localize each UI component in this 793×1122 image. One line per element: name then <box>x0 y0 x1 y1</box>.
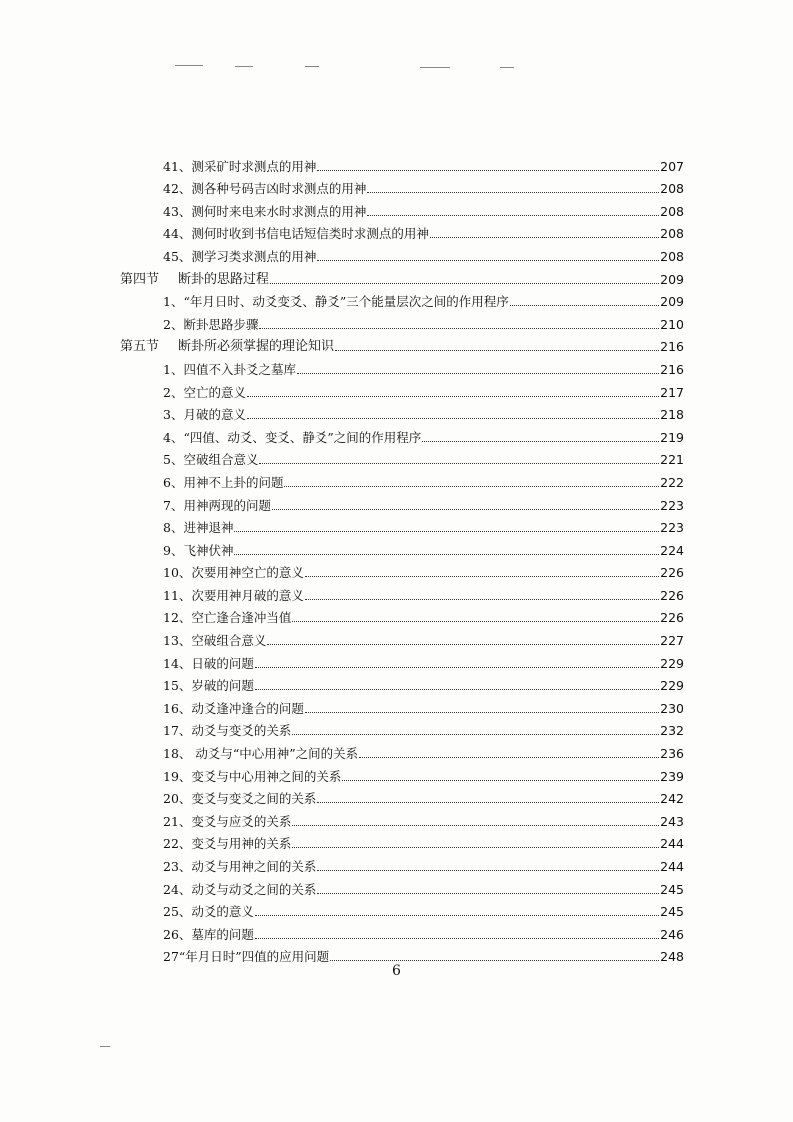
toc-entry-row[interactable] <box>120 920 684 943</box>
scan-artifact <box>100 1046 110 1047</box>
page-reference: 226 <box>660 587 684 603</box>
page-reference: 229 <box>660 678 684 694</box>
dot-leader <box>292 847 659 848</box>
entry-title: 7、用神两现的问题 <box>163 497 271 513</box>
toc-entry-row[interactable] <box>120 423 684 446</box>
entry-title: 22、变爻与用神的关系 <box>163 836 292 852</box>
toc-entry-row[interactable] <box>120 288 684 311</box>
dot-leader <box>367 192 659 193</box>
page-reference: 219 <box>660 429 684 445</box>
toc-entry-row[interactable] <box>120 830 684 853</box>
dot-leader <box>267 644 659 645</box>
scan-artifact <box>235 66 253 67</box>
section-title: 断卦的思路过程 <box>178 271 270 287</box>
dot-leader <box>342 780 659 781</box>
toc-entry-row[interactable] <box>120 943 684 966</box>
entry-title: 14、日破的问题 <box>163 655 254 671</box>
toc-entry-row[interactable] <box>120 852 684 875</box>
dot-leader <box>317 893 659 894</box>
dot-leader <box>335 350 659 351</box>
dot-leader <box>359 757 659 758</box>
dot-leader <box>255 689 659 690</box>
page-reference: 208 <box>660 248 684 264</box>
section-number: 第五节 <box>120 339 160 355</box>
dot-leader <box>430 237 659 238</box>
page-number: 6 <box>392 963 401 979</box>
entry-title: 43、测何时来电来水时求测点的用神 <box>163 203 367 219</box>
dot-leader <box>305 576 659 577</box>
dot-leader <box>317 870 659 871</box>
dot-leader <box>317 802 659 803</box>
page-reference: 209 <box>660 271 684 287</box>
page-reference: 244 <box>660 859 684 874</box>
toc-entry-row[interactable] <box>120 175 684 198</box>
entry-title: 41、测采矿时求测点的用神 <box>163 158 317 174</box>
toc-entry-row[interactable] <box>120 197 684 220</box>
entry-title: 4、“四值、动爻、变爻、静爻”之间的作用程序 <box>163 429 422 445</box>
entry-title: 5、空破组合意义 <box>163 452 259 468</box>
entry-title: 21、变爻与应爻的关系 <box>163 813 292 829</box>
toc-entry-row[interactable] <box>120 717 684 740</box>
dot-leader <box>284 486 659 487</box>
toc-entry-row[interactable] <box>120 739 684 762</box>
toc-entry-row[interactable] <box>120 604 684 627</box>
page-reference: 207 <box>660 158 684 174</box>
entry-title: 1、“年月日时、动爻变爻、静爻”三个能量层次之间的作用程序 <box>163 294 509 310</box>
entry-title: 23、动爻与用神之间的关系 <box>163 859 317 874</box>
toc-entry-row[interactable] <box>120 468 684 491</box>
page-reference: 216 <box>660 339 684 355</box>
dot-leader <box>259 328 659 329</box>
toc-entry-row[interactable] <box>120 626 684 649</box>
page-reference: 221 <box>660 452 684 468</box>
toc-entry-row[interactable] <box>120 242 684 265</box>
toc-entry-row[interactable] <box>120 581 684 604</box>
page-reference: 226 <box>660 610 684 626</box>
dot-leader <box>292 621 659 622</box>
entry-title: 10、次要用神空亡的意义 <box>163 565 304 581</box>
page-reference: 229 <box>660 655 684 671</box>
entry-title: 3、月破的意义 <box>163 407 246 423</box>
entry-title: 26、墓库的问题 <box>163 926 254 942</box>
page-reference: 223 <box>660 520 684 536</box>
page-reference: 218 <box>660 407 684 423</box>
page-reference: 208 <box>660 203 684 219</box>
dot-leader <box>317 170 659 171</box>
page-reference: 217 <box>660 384 684 400</box>
dot-leader <box>255 667 659 668</box>
dot-leader <box>234 554 659 555</box>
toc-entry-row[interactable] <box>120 559 684 582</box>
page-reference: 208 <box>660 226 684 242</box>
entry-title: 42、测各种号码吉凶时求测点的用神 <box>163 181 367 197</box>
page-reference: 223 <box>660 497 684 513</box>
dot-leader <box>247 396 659 397</box>
toc-entry-row[interactable] <box>120 446 684 469</box>
toc-entry-row[interactable] <box>120 649 684 672</box>
dot-leader <box>305 599 659 600</box>
page-reference: 245 <box>660 904 684 920</box>
entry-title: 27“年月日时”四值的应用问题 <box>163 949 330 965</box>
scan-artifact <box>305 66 319 67</box>
dot-leader <box>330 960 659 961</box>
toc-entry-row[interactable] <box>120 491 684 514</box>
table-of-contents <box>120 152 684 965</box>
scan-artifact <box>175 65 203 66</box>
toc-entry-row[interactable] <box>120 762 684 785</box>
entry-title: 25、动爻的意义 <box>163 904 254 920</box>
dot-leader <box>292 825 659 826</box>
page-reference: 226 <box>660 565 684 581</box>
entry-title: 17、动爻与变爻的关系 <box>163 723 292 739</box>
dot-leader <box>255 938 659 939</box>
page-reference: 245 <box>660 881 684 897</box>
page-reference: 230 <box>660 700 684 716</box>
section-number: 第四节 <box>120 271 160 287</box>
toc-entry-row[interactable] <box>120 694 684 717</box>
toc-section-row[interactable] <box>120 265 684 288</box>
dot-leader <box>247 418 659 419</box>
dot-leader <box>367 215 659 216</box>
page-reference: 232 <box>660 723 684 739</box>
dot-leader <box>317 260 659 261</box>
entry-title: 44、测何时收到书信电话短信类时求测点的用神 <box>163 226 429 242</box>
toc-entry-row[interactable] <box>120 514 684 537</box>
page-reference: 227 <box>660 633 684 649</box>
toc-entry-row[interactable] <box>120 310 684 333</box>
page-reference: 224 <box>660 542 684 558</box>
entry-title: 19、变爻与中心用神之间的关系 <box>163 768 342 784</box>
toc-entry-row[interactable] <box>120 536 684 559</box>
page-reference: 216 <box>660 361 684 377</box>
page-reference: 210 <box>660 316 684 332</box>
entry-title: 18、 动爻与“中心用神”之间的关系 <box>163 746 359 762</box>
page-reference: 248 <box>660 949 684 965</box>
dot-leader <box>292 734 659 735</box>
toc-entry-row[interactable] <box>120 220 684 243</box>
page-reference: 246 <box>660 926 684 942</box>
entry-title: 6、用神不上卦的问题 <box>163 474 284 490</box>
entry-title: 2、空亡的意义 <box>163 384 246 400</box>
dot-leader <box>422 441 659 442</box>
toc-entry-row[interactable] <box>120 401 684 424</box>
entry-title: 45、测学习类求测点的用神 <box>163 248 317 264</box>
page-reference: 244 <box>660 836 684 852</box>
dot-leader <box>297 373 659 374</box>
entry-title: 16、动爻逢冲逢合的问题 <box>163 700 304 716</box>
toc-entry-row[interactable] <box>120 785 684 808</box>
entry-title: 15、岁破的问题 <box>163 678 254 694</box>
section-title: 断卦所必须掌握的理论知识 <box>178 339 335 355</box>
dot-leader <box>234 531 659 532</box>
page-reference: 243 <box>660 813 684 829</box>
page-reference: 242 <box>660 791 684 807</box>
page-reference: 222 <box>660 474 684 490</box>
page-reference: 236 <box>660 746 684 762</box>
entry-title: 12、空亡逢合逢冲当值 <box>163 610 292 626</box>
toc-entry-row[interactable] <box>120 152 684 175</box>
toc-entry-row[interactable] <box>120 807 684 830</box>
toc-entry-row[interactable] <box>120 672 684 695</box>
entry-title: 20、变爻与变爻之间的关系 <box>163 791 317 807</box>
page-reference: 239 <box>660 768 684 784</box>
entry-title: 13、空破组合意义 <box>163 633 267 649</box>
dot-leader <box>255 915 659 916</box>
entry-title: 8、进神退神 <box>163 520 234 536</box>
entry-title: 24、动爻与动爻之间的关系 <box>163 881 317 897</box>
toc-entry-row[interactable] <box>120 378 684 401</box>
entry-title: 11、次要用神月破的意义 <box>163 587 304 603</box>
entry-title: 1、四值不入卦爻之墓库 <box>163 361 296 377</box>
toc-entry-row[interactable] <box>120 875 684 898</box>
dot-leader <box>259 463 659 464</box>
toc-section-row[interactable] <box>120 333 684 356</box>
dot-leader <box>272 509 659 510</box>
page-reference: 208 <box>660 181 684 197</box>
dot-leader <box>305 712 659 713</box>
scan-artifact <box>500 67 514 68</box>
entry-title: 9、飞神伏神 <box>163 542 234 558</box>
page-reference: 209 <box>660 294 684 310</box>
dot-leader <box>510 305 659 306</box>
toc-entry-row[interactable] <box>120 898 684 921</box>
dot-leader <box>270 283 659 284</box>
entry-title: 2、断卦思路步骤 <box>163 316 259 332</box>
toc-entry-row[interactable] <box>120 355 684 378</box>
scan-artifact <box>420 67 450 68</box>
